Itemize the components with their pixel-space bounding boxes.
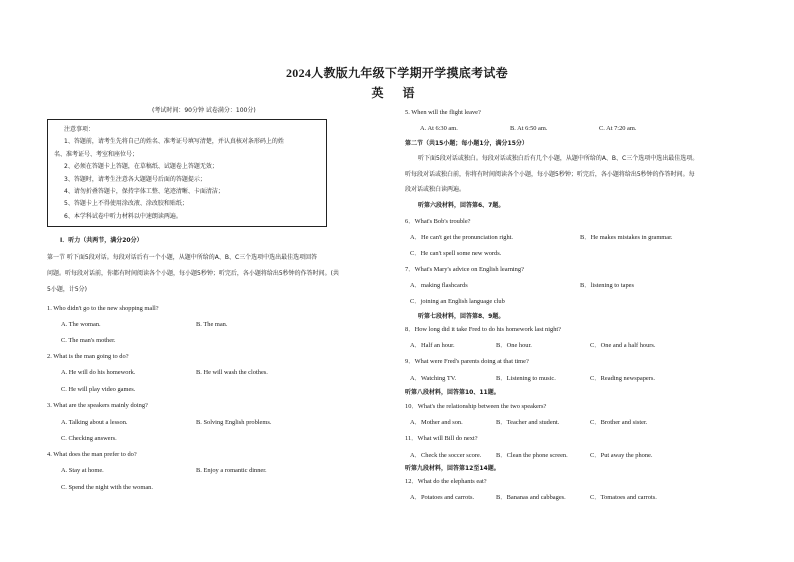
material-heading: 听第八段材料，回答第10、11题。 — [405, 389, 500, 396]
option-c: C．Reading newspapers. — [590, 375, 655, 382]
option-b: B. He will wash the clothes. — [196, 369, 268, 376]
section2-line: 听每段对话或独白前，你将有时间阅读各个小题，每小题5秒钟；听完后，各小题将给出5秒钟的作答时间。每 — [405, 171, 695, 178]
question-text: 12．What do the elephants eat? — [405, 478, 487, 485]
option-a: A．He can't get the pronunciation right. — [410, 234, 514, 241]
option-c: C．joining an English language club — [410, 298, 505, 305]
question-text: 3. What are the speakers mainly doing? — [47, 402, 148, 409]
question-text: 4. What does the man prefer to do? — [47, 451, 137, 458]
option-a: A. At 6:30 am. — [420, 125, 458, 132]
option-a: A. Stay at home. — [61, 467, 104, 474]
option-a: A．making flashcards — [410, 282, 468, 289]
notice-line: 4、请勿折叠答题卡，保持字体工整、笔迹清晰、卡面清洁； — [64, 188, 224, 196]
notice-line: 6、本学科试卷中听力材料以中速朗读两遍。 — [64, 212, 182, 220]
option-a: A．Check the soccer score. — [410, 452, 482, 459]
option-b: B．Clean the phone screen. — [496, 452, 568, 459]
option-b: B. The man. — [196, 321, 228, 328]
exam-title: 2024人教版九年级下学期开学摸底考试卷 — [285, 66, 508, 80]
option-a: A．Potatoes and carrots. — [410, 494, 475, 501]
material-heading: 听第七段材料，回答第8、9题。 — [418, 313, 505, 320]
option-c: C．Put away the phone. — [590, 452, 653, 459]
section1-line: 5小题，计5分) — [47, 286, 87, 293]
option-b: B．Bananas and cabbages. — [496, 494, 566, 501]
notice-line: 3、答题时，请考生注意各大题题号后面的答题提示； — [64, 175, 206, 183]
question-text: 7．What's Mary's advice on English learning? — [405, 266, 524, 273]
notice-box — [47, 119, 327, 227]
question-text: 2. What is the man going to do? — [47, 353, 129, 360]
question-text: 9．What were Fred's parents doing at that time? — [405, 358, 529, 365]
option-b: B．He makes mistakes in grammar. — [580, 234, 673, 241]
question-text: 1. Who didn't go to the new shopping mall? — [47, 305, 159, 312]
notice-line: 5、答题卡上不得使用涂改液、涂改胶和贴纸； — [64, 200, 188, 208]
option-b: B．Listening to music. — [496, 375, 556, 382]
question-text: 10．What's the relationship between the two speakers? — [405, 403, 547, 410]
option-c: C．One and a half hours. — [590, 342, 656, 349]
exam-subject: 英 语 — [371, 86, 423, 100]
option-a: A. Talking about a lesson. — [61, 419, 128, 426]
section1-line: 问题。听每段对话前，你都有时间阅读各个小题，每小题5秒钟；听完后，各小题将给出5秒钟的作答时间。(共 — [47, 270, 339, 277]
option-c: C. At 7:20 am. — [599, 125, 637, 132]
section1-line: 第一节 听下面5段对话。每段对话后有一个小题，从题中所给的A、B、C三个选项中选出最佳选项回答 — [47, 254, 318, 261]
question-text: 5. When will the flight leave? — [405, 109, 481, 116]
option-b: B．One hour. — [496, 342, 532, 349]
option-c: C. He will play video games. — [61, 386, 136, 393]
option-a: A．Half an hour. — [410, 342, 455, 349]
material-heading: 听第六段材料，回答第6、7题。 — [418, 202, 505, 209]
listening-heading: I．听力（共两节，满分20分） — [60, 237, 143, 244]
option-c: C．Brother and sister. — [590, 419, 648, 426]
option-c: C. Checking answers. — [61, 435, 117, 442]
material-heading: 听第九段材料，回答第12至14题。 — [405, 465, 500, 472]
notice-line: 2、必须在答题卡上答题，在草稿纸、试题卷上答题无效； — [64, 163, 218, 171]
option-c: C. The man's mother. — [61, 337, 116, 344]
section2-line: 段对话或独白读两遍。 — [405, 186, 466, 193]
notice-line: 1、答题前，请考生先将自己的姓名、准考证号填写清楚，并认真核对条形码上的姓 — [64, 138, 284, 146]
question-text: 11．What will Bill do next? — [405, 435, 478, 442]
option-a: A．Mother and son. — [410, 419, 463, 426]
option-a: A．Watching TV. — [410, 375, 457, 382]
question-text: 8．How long did it take Fred to do his homework last night? — [405, 326, 562, 333]
option-b: B．Teacher and student. — [496, 419, 560, 426]
option-c: C．Tomatoes and carrots. — [590, 494, 657, 501]
section2-heading: 第二节（共15小题；每小题1分，满分15分） — [405, 140, 528, 147]
option-b: B．listening to tapes — [580, 282, 634, 289]
question-text: 6．What's Bob's trouble? — [405, 218, 471, 225]
option-b: B. At 6:50 am. — [510, 125, 548, 132]
option-a: A. He will do his homework. — [61, 369, 136, 376]
exam-info: (考试时间：90分钟 试卷满分：100分) — [152, 107, 256, 114]
option-b: B. Solving English problems. — [196, 419, 272, 426]
notice-line: 名、准考证号、考室和座位号； — [54, 150, 139, 158]
notice-title: 注意事项： — [64, 126, 95, 133]
option-b: B. Enjoy a romantic dinner. — [196, 467, 267, 474]
section2-line: 听下面5段对话或独白。每段对话或独白后有几个小题，从题中所给的A、B、C三个选项中选出最佳选项。 — [418, 155, 699, 162]
option-a: A. The woman. — [61, 321, 101, 328]
option-c: C．He can't spell some new words. — [410, 250, 502, 257]
option-c: C. Spend the night with the woman. — [61, 484, 153, 491]
